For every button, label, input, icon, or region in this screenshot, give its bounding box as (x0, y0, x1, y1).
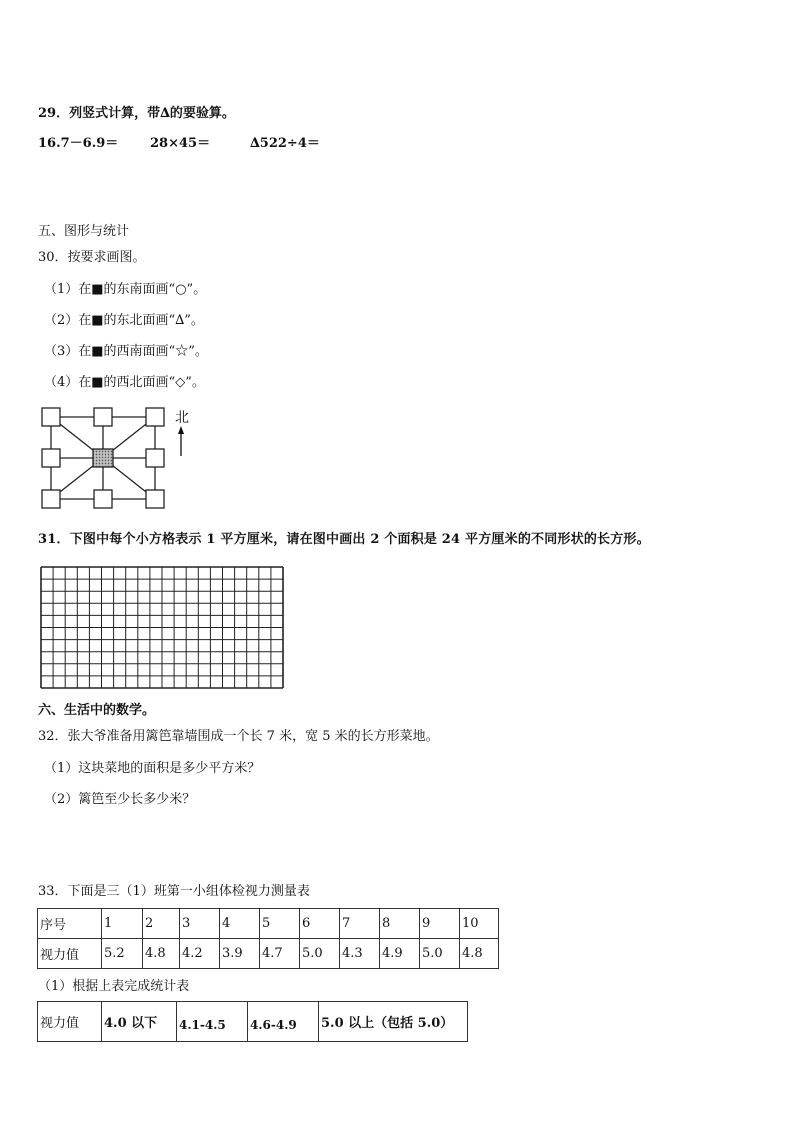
box-north[interactable] (94, 408, 112, 426)
table-header-cell: 序号 (38, 909, 102, 939)
table-cell: 9 (420, 909, 460, 939)
box-east[interactable] (146, 449, 164, 467)
table-cell: 6 (300, 909, 340, 939)
q29-expr-3: ∆522÷4＝ (250, 136, 320, 151)
table-cell: 4.6-4.9 (248, 1002, 319, 1042)
q29-expr-2: 28×45＝ (150, 136, 211, 151)
q30-item-1: （1）在■的东南面画“○”。 (44, 282, 207, 297)
q30-item-3: （3）在■的西南面画“☆”。 (44, 344, 208, 359)
table-cell: 10 (460, 909, 499, 939)
q32-item-2: （2）篱笆至少长多少米？ (44, 792, 196, 807)
table-cell: 3.9 (220, 939, 260, 969)
table-cell: 4.9 (380, 939, 420, 969)
section-6-heading: 六、生活中的数学。 (38, 703, 156, 718)
table-cell: 5.0 以上（包括 5.0） (319, 1002, 468, 1042)
table-cell: 5.0 (420, 939, 460, 969)
table-row (38, 909, 499, 939)
vision-stat-table (37, 1001, 468, 1042)
north-arrow-icon (178, 426, 184, 456)
q29-expr-1: 16.7－6.9＝ (38, 136, 119, 151)
q31-title: 31．下图中每个小方格表示 1 平方厘米，请在图中画出 2 个面积是 24 平方厘米的不同形状的长方形。 (38, 532, 650, 547)
table-cell: 1 (102, 909, 143, 939)
q32-item-1: （1）这块菜地的面积是多少平方米？ (44, 761, 261, 776)
table-cell: 4 (220, 909, 260, 939)
table-cell: 4.2 (180, 939, 220, 969)
center-square (93, 449, 113, 467)
table-cell: 5.0 (300, 939, 340, 969)
box-southwest[interactable] (42, 490, 60, 508)
table-header-cell: 视力值 (38, 939, 102, 969)
table-cell: 4.0 以下 (102, 1002, 177, 1042)
table-cell: 7 (340, 909, 380, 939)
q30-item-2: （2）在■的东北面画“∆”。 (44, 313, 204, 328)
table-cell: 3 (180, 909, 220, 939)
q30-title: 30．按要求画图。 (38, 250, 146, 265)
q32-title: 32．张大爷准备用篱笆靠墙围成一个长 7 米，宽 5 米的长方形菜地。 (38, 729, 439, 744)
table-cell: 4.8 (143, 939, 180, 969)
q33-title: 33．下面是三（1）班第一小组体检视力测量表 (38, 884, 310, 899)
box-northwest[interactable] (42, 408, 60, 426)
table-cell: 4.3 (340, 939, 380, 969)
box-south[interactable] (94, 490, 112, 508)
box-west[interactable] (42, 449, 60, 467)
section-5-heading: 五、图形与统计 (38, 224, 130, 239)
box-southeast[interactable] (146, 490, 164, 508)
table-cell: 4.7 (260, 939, 300, 969)
table-row (38, 939, 499, 969)
vision-data-table (37, 908, 499, 969)
table-row (38, 1002, 468, 1042)
q33-sub-1: （1）根据上表完成统计表 (38, 979, 190, 994)
box-northeast[interactable] (146, 408, 164, 426)
table-cell: 8 (380, 909, 420, 939)
table-cell: 2 (143, 909, 180, 939)
q29-title: 29．列竖式计算，带∆的要验算。 (38, 106, 235, 121)
table-cell: 5.2 (102, 939, 143, 969)
table-cell: 4.8 (460, 939, 499, 969)
table-cell: 5 (260, 909, 300, 939)
table-cell: 4.1-4.5 (177, 1002, 248, 1042)
square-grid[interactable] (40, 566, 286, 690)
north-label: 北 (175, 410, 189, 426)
direction-diagram (38, 402, 198, 514)
q30-item-4: （4）在■的西北面画“◇”。 (44, 375, 205, 390)
table-header-cell: 视力值 (38, 1002, 102, 1042)
